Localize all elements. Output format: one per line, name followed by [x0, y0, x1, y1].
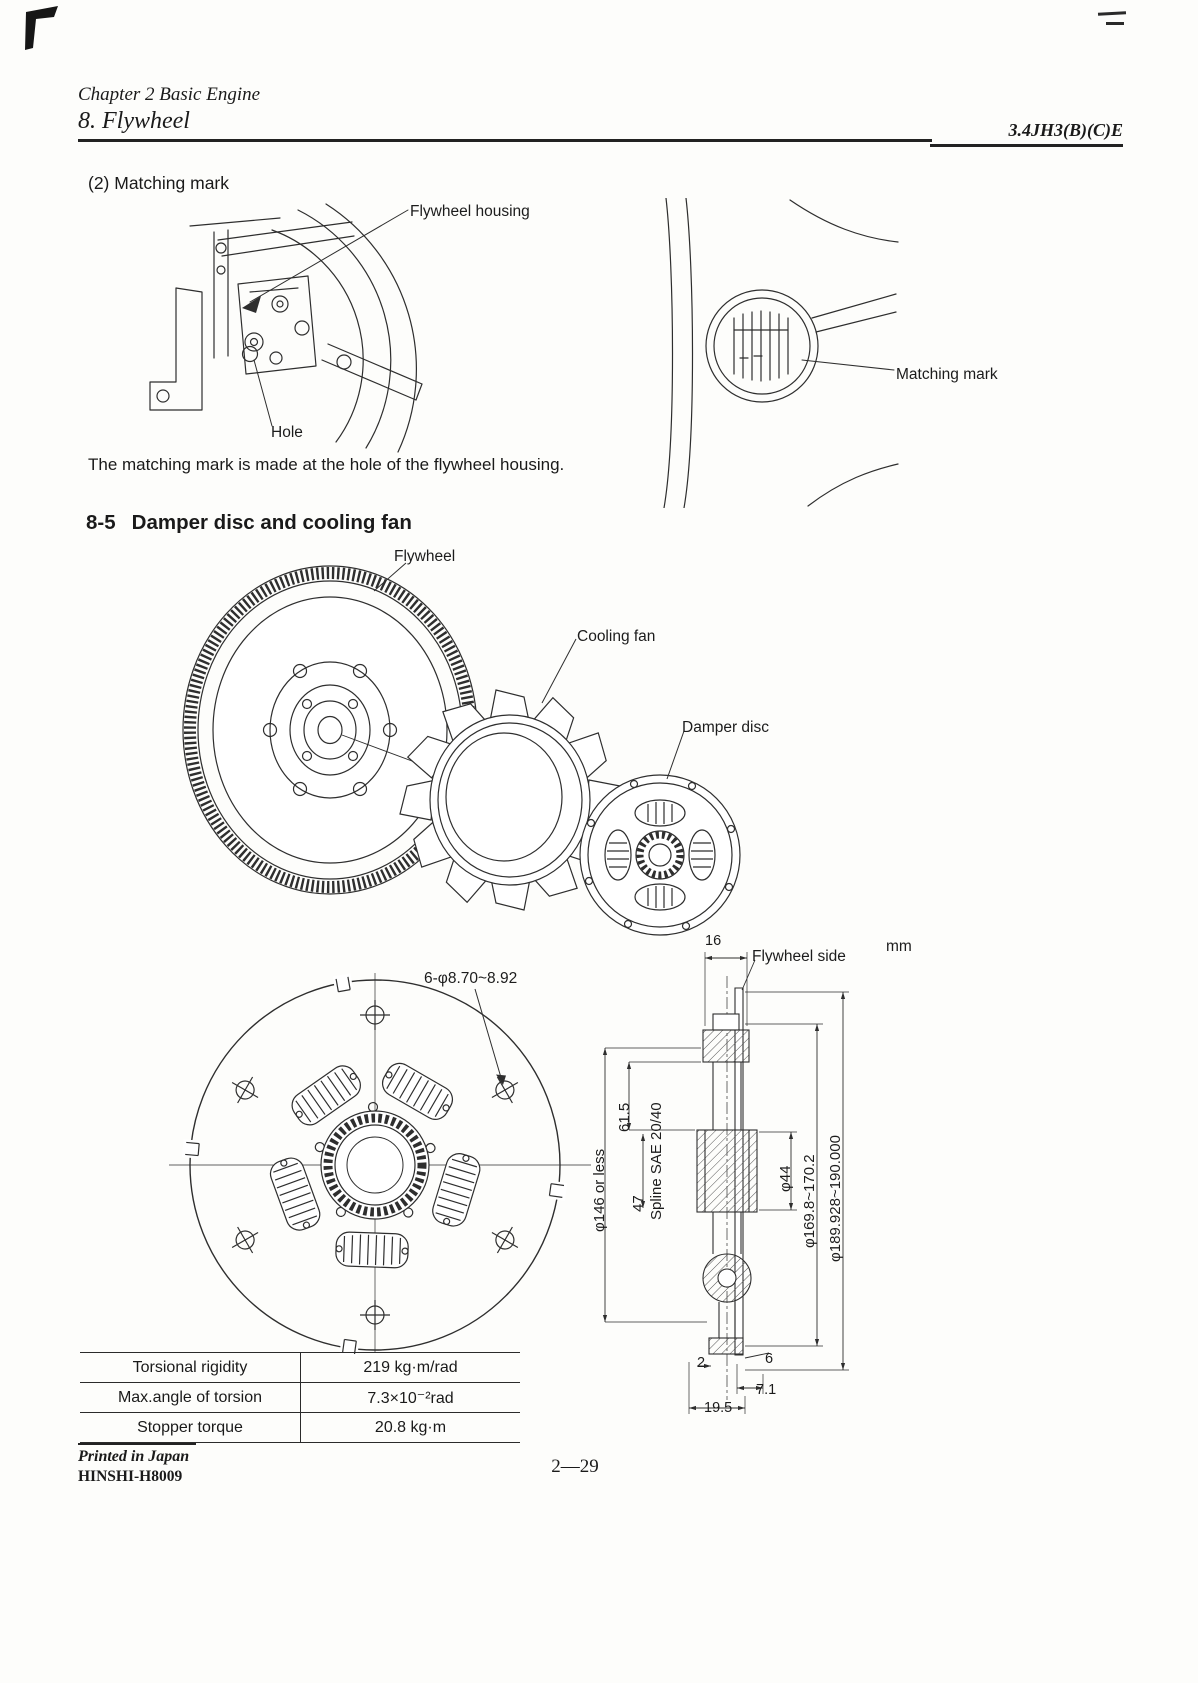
header-rule: [78, 139, 932, 142]
unit-label-mm: mm: [886, 938, 912, 955]
dim-label-7-1: 7.1: [756, 1382, 777, 1398]
spec-value: 7.3×10⁻²rad: [367, 1389, 454, 1407]
dim-label-189: φ189.928~190.000: [827, 1135, 844, 1262]
spec-label: Torsional rigidity: [80, 1353, 301, 1382]
dim-label-44: φ44: [777, 1165, 794, 1192]
dim-label-2: 2: [697, 1355, 706, 1371]
printed-in-japan: Printed in Japan: [78, 1448, 190, 1465]
spec-label: Max.angle of torsion: [80, 1383, 301, 1412]
label-matching-mark: Matching mark: [896, 366, 998, 383]
table-row: [80, 1413, 520, 1442]
engine-model-code: 3.4JH3(B)(C)E: [1008, 120, 1123, 140]
damper-heading-text: Damper disc and cooling fan: [131, 511, 412, 534]
matching-mark-heading: (2) Matching mark: [88, 173, 230, 193]
damper-front-drawing: [169, 973, 591, 1357]
damper-heading-number: 8-5: [86, 511, 116, 534]
flywheel-housing-drawing: [150, 204, 422, 452]
table-row: [80, 1383, 520, 1413]
flywheel-teeth: [734, 311, 788, 381]
spline-hub-section: [697, 1130, 757, 1212]
label-cooling-fan: Cooling fan: [577, 628, 656, 645]
label-flywheel-side: Flywheel side: [752, 948, 846, 965]
document-code: HINSHI-H8009: [78, 1468, 183, 1485]
dim-label-146: φ146 or less: [591, 1148, 608, 1232]
scan-artifact-topright2: [1106, 22, 1124, 25]
header-rule-model: [930, 144, 1123, 147]
matching-mark-drawing: [664, 198, 898, 508]
label-damper-disc: Damper disc: [682, 719, 769, 736]
exploded-drawing: [183, 563, 740, 935]
spec-label: Stopper torque: [80, 1413, 301, 1442]
footer-rule: [78, 1443, 196, 1445]
cross-section-figure: [585, 930, 915, 1430]
dim-label-19-5: 19.5: [704, 1400, 733, 1416]
damper-front-view-figure: [165, 955, 595, 1385]
dim-label-spline: Spline SAE 20/40: [648, 1102, 665, 1220]
damper-spec-table: [80, 1352, 520, 1443]
dim-label-16: 16: [705, 933, 722, 949]
label-hole: Hole: [271, 424, 303, 441]
flywheel-housing-figure: [130, 196, 550, 456]
matching-mark-figure: [650, 198, 900, 508]
scan-artifact-topright: [1098, 11, 1126, 15]
page-number: 2—29: [551, 1456, 599, 1477]
spec-value: 20.8 kg·m: [374, 1418, 447, 1436]
table-row: [80, 1353, 520, 1383]
label-flywheel-housing: Flywheel housing: [410, 203, 530, 220]
exploded-view-figure: [170, 545, 790, 965]
dim-label-169: φ169.8~170.2: [801, 1154, 818, 1248]
damper-section-heading: [86, 511, 412, 535]
dim-label-6: 6: [765, 1351, 774, 1367]
section-title: 8. Flywheel: [78, 108, 190, 134]
spec-value: 219 kg·m/rad: [363, 1358, 458, 1376]
scan-artifact-topleft: [22, 4, 66, 52]
dim-label-61-5: 61.5: [616, 1102, 633, 1132]
damper-disc-drawing: [580, 775, 740, 935]
dim-label-47: 47: [630, 1195, 647, 1212]
label-flywheel: Flywheel: [394, 548, 456, 565]
leader-arrowhead: [242, 296, 261, 313]
chapter-title: Chapter 2 Basic Engine: [78, 84, 261, 105]
matching-mark-caption: The matching mark is made at the hole of the flywheel housing.: [88, 455, 565, 474]
label-bolt-holes: 6-φ8.70~8.92: [424, 970, 518, 987]
